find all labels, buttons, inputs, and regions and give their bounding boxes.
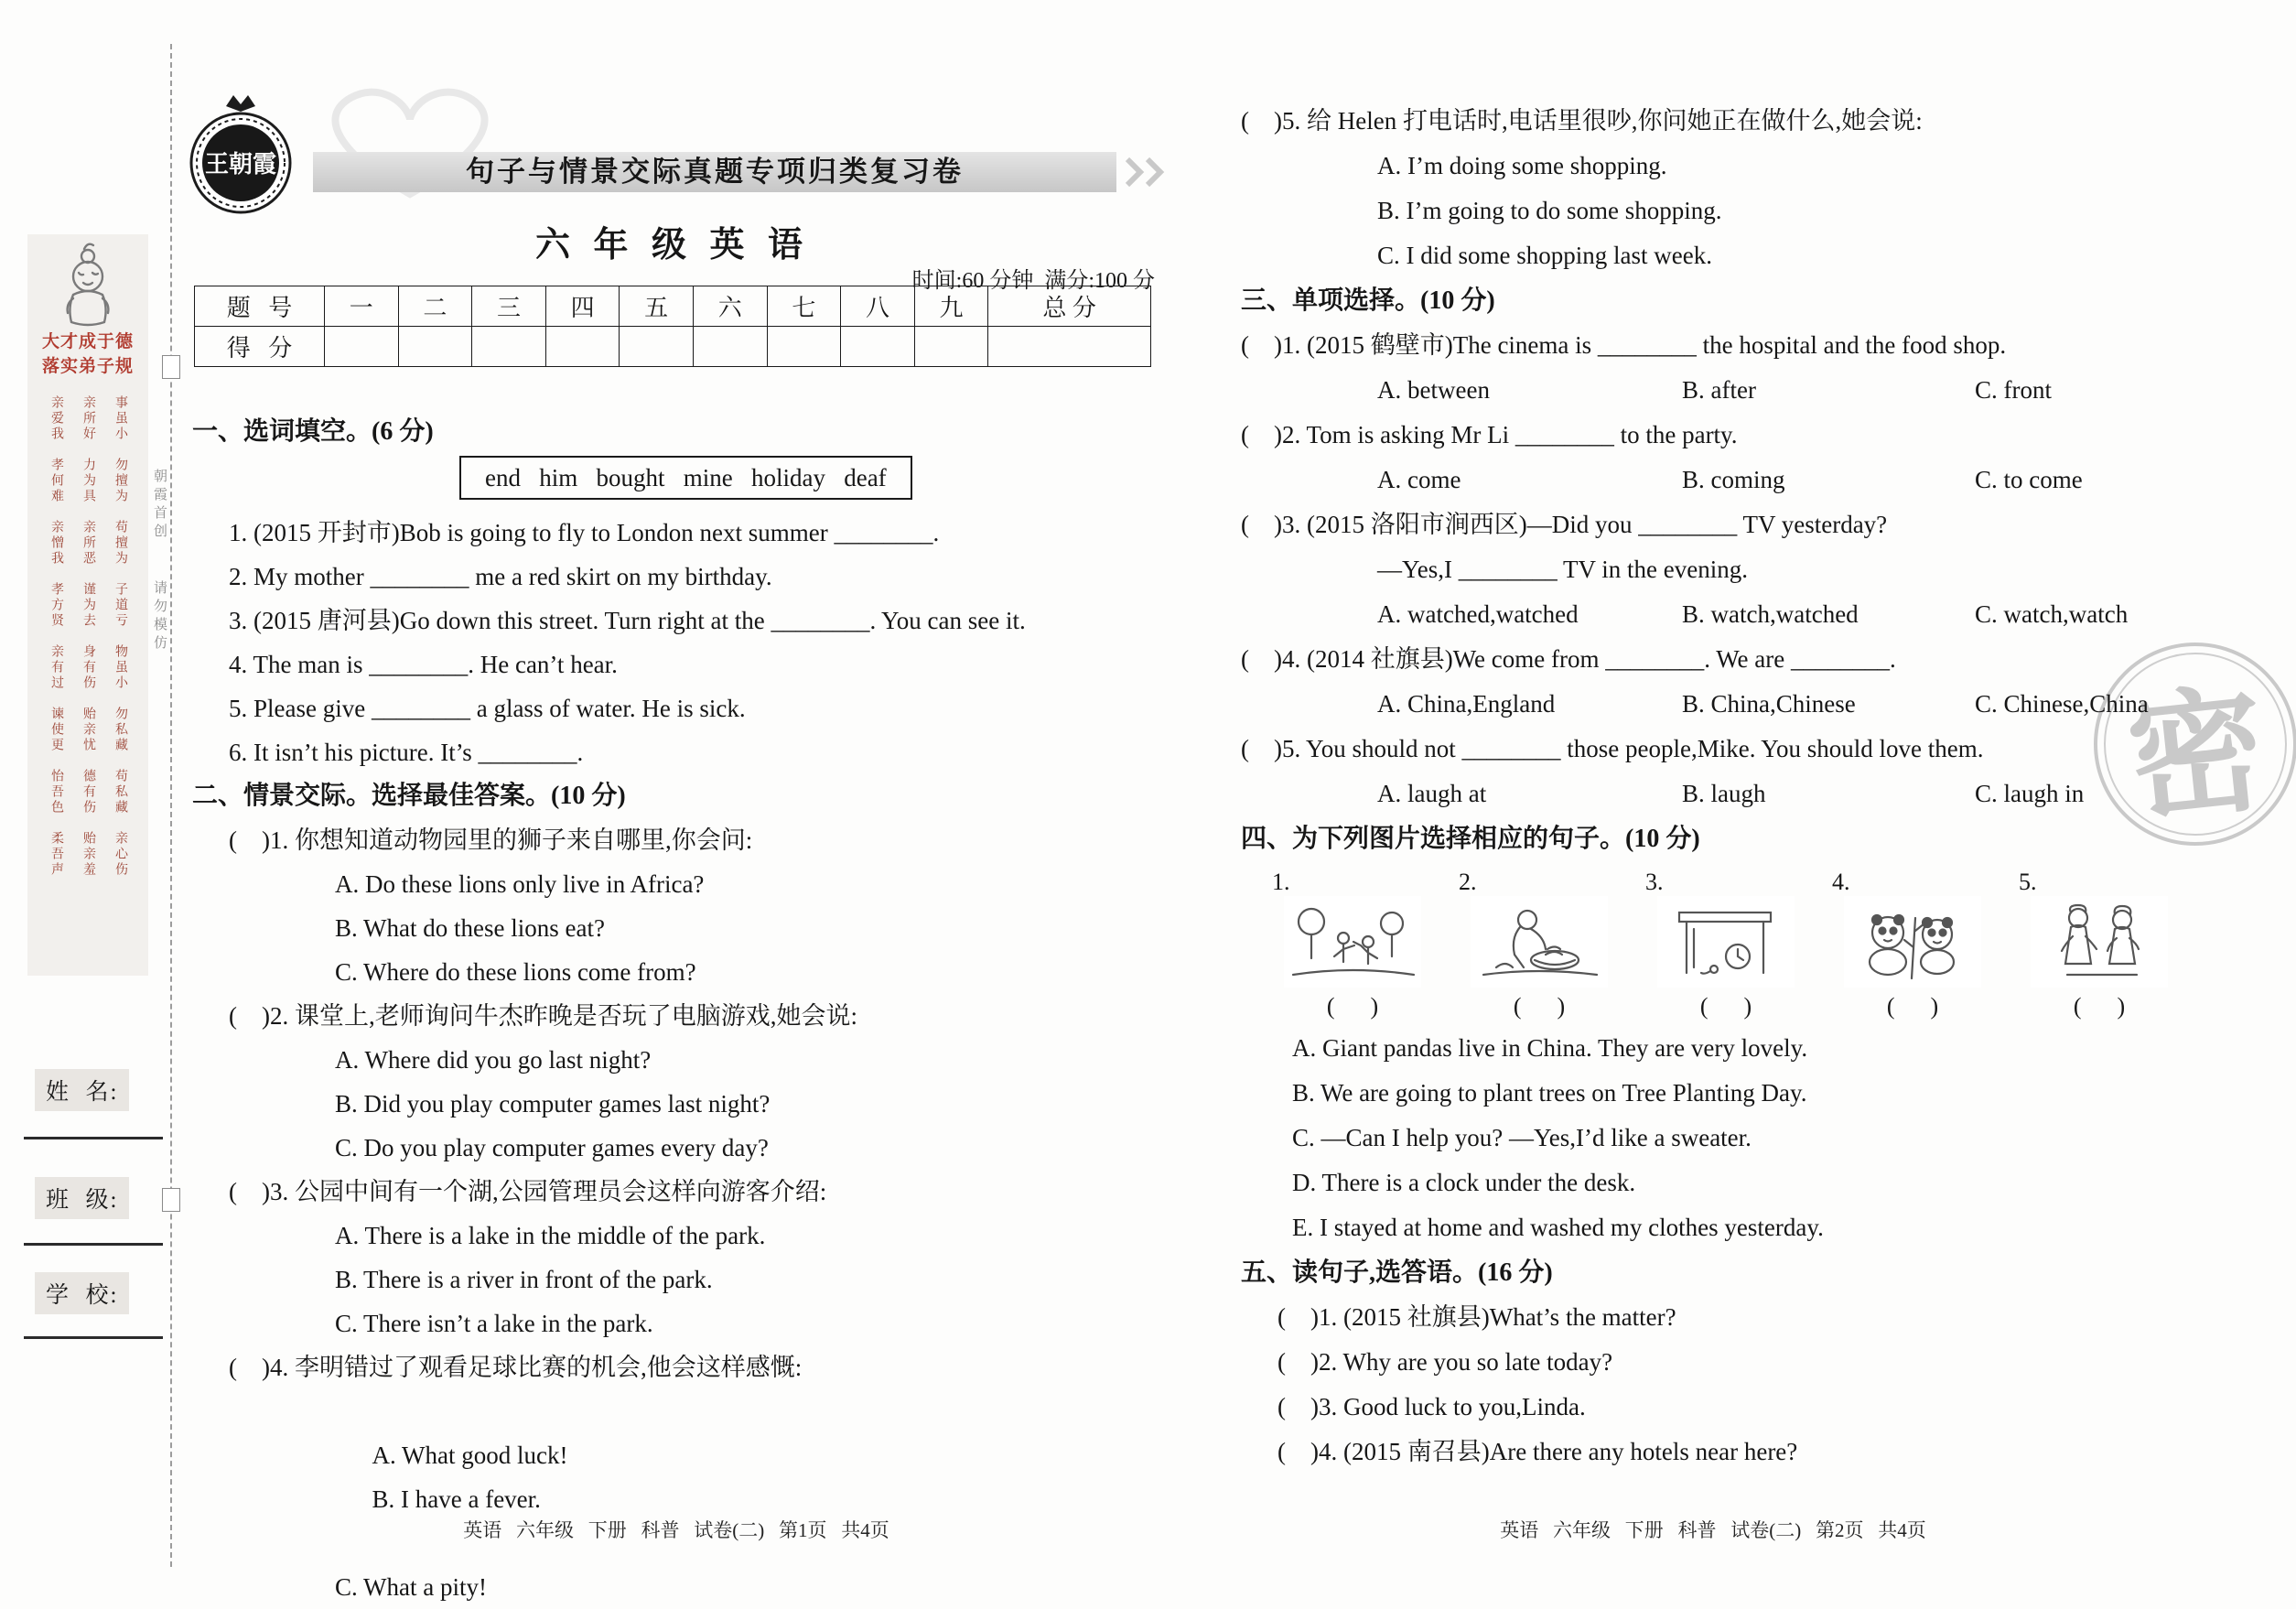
sentence-choice: E. I stayed at home and washed my clothes yesterday. (1292, 1214, 1824, 1241)
question-option: A. I’m doing some shopping. (1377, 152, 1667, 179)
verse-row (31, 641, 145, 694)
verse-phrase: 勿擅为 (113, 457, 127, 504)
question-option: A. Do these lions only live in Africa? (335, 870, 705, 898)
verse-row (31, 703, 145, 756)
verse-phrase: 贻亲忧 (81, 706, 95, 753)
school-field-line[interactable] (24, 1336, 163, 1339)
score-header-cell: 九 (914, 286, 988, 327)
verse-row (31, 765, 145, 818)
brand-logo (185, 92, 296, 221)
score-entry-cell[interactable] (693, 327, 767, 367)
score-header-cell: 二 (398, 286, 472, 327)
question-option: B. Did you play computer games last night? (335, 1090, 771, 1118)
picture-washing-clothes (1471, 896, 1608, 988)
question-option-row (1241, 592, 2185, 637)
name-field-line[interactable] (24, 1137, 163, 1139)
verse-row (31, 392, 145, 445)
picture-cell (1645, 869, 1806, 1026)
question-option: A. watched,watched (1377, 600, 1579, 628)
dizigui-verse (31, 392, 145, 880)
question-option: C. Where do these lions come from? (335, 958, 696, 986)
binding-cut-line (170, 44, 172, 1567)
score-header-cell: 五 (620, 286, 694, 327)
word-bank: end him bought mine holiday deaf (459, 456, 912, 500)
page1-footer: 英语 六年级 下册 科普 试卷(二) 第1页 共4页 (463, 1519, 889, 1541)
verse-phrase: 勿私藏 (113, 706, 127, 753)
verse-phrase: 力为具 (81, 457, 95, 504)
score-header-cell: 题 号 (195, 286, 325, 327)
sentence-choice: C. —Can I help you? —Yes,I’d like a sweater. (1292, 1124, 1752, 1151)
scholar-figure-icon (46, 242, 130, 329)
question-option: C. to come (1975, 466, 2083, 493)
question-stem: ( )2. Tom is asking Mr Li ________ to the party. (1241, 421, 1738, 448)
question-stem: ( )4. (2014 社旗县)We come from ________. We are ________. (1241, 645, 1896, 673)
score-row-label: 得 分 (195, 327, 325, 367)
picture-answer-bracket[interactable]: ( ) (2073, 993, 2126, 1020)
verse-row (31, 578, 145, 632)
binding-mark (162, 355, 180, 379)
question-stem: ( )1. (2015 鹤壁市)The cinema is ________ the hospital and the food shop. (1241, 331, 2007, 359)
question-option: B. coming (1682, 466, 1785, 493)
sentence-choice: B. We are going to plant trees on Tree Planting Day. (1292, 1079, 1807, 1107)
picture-pandas (1844, 896, 1981, 988)
picture-number: 1. (1272, 869, 1290, 895)
score-table-score-row (195, 327, 1151, 367)
section2-heading: 二、情景交际。选择最佳答案。(10 分) (192, 782, 626, 810)
question-option: A. laugh at (1377, 780, 1487, 807)
sentence-choice: A. Giant pandas live in China. They are very lovely. (1292, 1034, 1808, 1062)
copyright-note: 朝霞首创 请勿模仿 (152, 469, 167, 653)
question-option: B. I have a fever. (372, 1485, 541, 1513)
score-entry-cell[interactable] (325, 327, 399, 367)
question-option: B. watch,watched (1682, 600, 1859, 628)
picture-row (1272, 869, 2180, 1026)
question-option: C. watch,watch (1975, 600, 2129, 628)
verse-phrase: 子道亏 (113, 581, 127, 629)
fill-item: 5. Please give ________ a glass of water. He is sick. (229, 695, 746, 722)
verse-row (31, 454, 145, 507)
question-stem: ( )3. (2015 洛阳市涧西区)—Did you ________ TV yesterday? (1241, 511, 1888, 538)
picture-talking-girls (2031, 896, 2168, 988)
question-stem: ( )1. 你想知道动物园里的狮子来自哪里,你会问: (229, 826, 753, 854)
verse-phrase: 苟私藏 (113, 768, 127, 815)
motto-line-1: 大才成于德 (41, 332, 134, 351)
question-option: A. come (1377, 466, 1461, 493)
question-option-row (1241, 682, 2185, 727)
score-entry-cell[interactable] (841, 327, 915, 367)
verse-phrase: 物虽小 (113, 643, 127, 691)
score-entry-cell[interactable] (767, 327, 841, 367)
picture-answer-bracket[interactable]: ( ) (1699, 993, 1752, 1020)
score-header-cell: 总 分 (988, 286, 1151, 327)
question-option-row (1241, 458, 2185, 502)
verse-phrase: 亲所好 (81, 394, 95, 442)
exam-banner-title: 句子与情景交际真题专项归类复习卷 (313, 152, 1116, 192)
picture-clock-under-desk (1657, 896, 1795, 988)
question-option: B. laugh (1682, 780, 1766, 807)
question-option: C. laugh in (1975, 780, 2085, 807)
picture-cell (1459, 869, 1620, 1026)
score-header-cell: 三 (472, 286, 546, 327)
picture-number: 5. (2019, 869, 2037, 895)
fill-item: 6. It isn’t his picture. It’s ________. (229, 739, 584, 766)
heart-decoration-icon (300, 75, 520, 217)
question-stem: ( )3. 公园中间有一个湖,公园管理员会这样向游客介绍: (229, 1178, 827, 1205)
score-header-cell: 七 (767, 286, 841, 327)
verse-row (31, 516, 145, 569)
logo-crown-icon (226, 95, 255, 112)
question-stem: ( )2. 课堂上,老师询问牛杰昨晚是否玩了电脑游戏,她会说: (229, 1002, 857, 1030)
score-table (194, 286, 1151, 367)
page2-footer: 英语 六年级 下册 科普 试卷(二) 第2页 共4页 (1500, 1519, 1926, 1541)
verse-phrase: 贻亲羞 (81, 830, 95, 878)
score-header-cell: 一 (325, 286, 399, 327)
verse-phrase: 柔吾声 (49, 830, 63, 878)
question-option: B. There is a river in front of the park. (335, 1266, 713, 1293)
question-option: A. Where did you go last night? (335, 1046, 652, 1074)
question-stem: ( )3. Good luck to you,Linda. (1277, 1393, 1586, 1420)
verse-phrase: 亲爱我 (49, 394, 63, 442)
section1-heading: 一、选词填空。(6 分) (192, 417, 434, 446)
sentence-choice: D. There is a clock under the desk. (1292, 1169, 1636, 1196)
picture-cell (2019, 869, 2180, 1026)
picture-number: 3. (1645, 869, 1664, 895)
verse-row (31, 827, 145, 880)
verse-phrase: 孝何难 (49, 457, 63, 504)
question-option-row (1241, 772, 2185, 816)
verse-phrase: 亲有过 (49, 643, 63, 691)
picture-cell (1272, 869, 1433, 1026)
question-option: A. between (1377, 376, 1490, 404)
verse-phrase: 怡吾色 (49, 768, 63, 815)
verse-phrase: 苟擅为 (113, 519, 127, 567)
question-option: B. I’m going to do some shopping. (1377, 197, 1722, 224)
fill-item: 2. My mother ________ me a red skirt on my birthday. (229, 563, 772, 590)
name-field-label: 姓 名: (35, 1069, 129, 1111)
picture-answer-bracket[interactable]: ( ) (1886, 993, 1939, 1020)
verse-phrase: 德有伤 (81, 768, 95, 815)
section5-heading: 五、读句子,选答语。(16 分) (1241, 1258, 1553, 1287)
exam-grade-title: 六 年 级 英 语 (534, 226, 810, 265)
score-entry-cell[interactable] (398, 327, 472, 367)
question-stem: ( )5. You should not ________ those people,Mike. You should love them. (1241, 735, 1984, 762)
watermark-character: 密 (2121, 675, 2272, 839)
score-header-cell: 八 (841, 286, 915, 327)
section4-heading: 四、为下列图片选择相应的句子。(10 分) (1241, 825, 1700, 853)
fill-item: 3. (2015 唐河县)Go down this street. Turn right at the ________. You can see it. (229, 607, 1026, 634)
verse-phrase: 亲心伤 (113, 830, 127, 878)
question-stem: ( )1. (2015 社旗县)What’s the matter? (1277, 1303, 1676, 1331)
question-option: A. China,England (1377, 690, 1556, 718)
class-field-label: 班 级: (35, 1177, 129, 1219)
score-header-cell: 六 (693, 286, 767, 327)
score-header-cell: 四 (545, 286, 620, 327)
question-option: C. What a pity! (335, 1573, 487, 1601)
question-option-row (1241, 368, 2185, 413)
motto-line-2: 落实弟子规 (41, 357, 134, 376)
svg-text:王朝霞: 王朝霞 (204, 151, 277, 178)
question-stem-line2: —Yes,I ________ TV in the evening. (1377, 556, 1748, 583)
question-stem: ( )5. 给 Helen 打电话时,电话里很吵,你问她正在做什么,她会说: (1241, 107, 1923, 135)
score-table-header-row (195, 286, 1151, 327)
fill-item: 1. (2015 开封市)Bob is going to fly to London next summer ________. (229, 519, 940, 546)
question-option: C. front (1975, 376, 2052, 404)
sidebar-motto-panel (27, 234, 148, 976)
verse-phrase: 亲憎我 (49, 519, 63, 567)
question-option: A. There is a lake in the middle of the park. (335, 1222, 766, 1249)
question-option: C. There isn’t a lake in the park. (335, 1310, 653, 1337)
score-entry-cell[interactable] (545, 327, 620, 367)
picture-number: 2. (1459, 869, 1477, 895)
score-entry-cell[interactable] (988, 327, 1151, 367)
picture-number: 4. (1832, 869, 1850, 895)
verse-phrase: 谨为去 (81, 581, 95, 629)
question-option: A. What good luck! (372, 1442, 568, 1469)
question-stem: ( )4. 李明错过了观看足球比赛的机会,他会这样感慨: (229, 1354, 803, 1381)
fill-item: 4. The man is ________. He can’t hear. (229, 651, 618, 678)
question-option: B. after (1682, 376, 1756, 404)
school-field-label: 学 校: (35, 1272, 129, 1314)
question-option: C. Do you play computer games every day? (335, 1134, 769, 1161)
question-option: B. China,Chinese (1682, 690, 1856, 718)
question-stem: ( )2. Why are you so late today? (1277, 1348, 1613, 1376)
verse-phrase: 亲所恶 (81, 519, 95, 567)
verse-phrase: 身有伤 (81, 643, 95, 691)
class-field-line[interactable] (24, 1243, 163, 1246)
verse-phrase: 谏使更 (49, 706, 63, 753)
section3-heading: 三、单项选择。(10 分) (1241, 286, 1495, 315)
picture-cell (1832, 869, 1993, 1026)
picture-planting-trees (1284, 896, 1421, 988)
binding-mark (162, 1188, 180, 1212)
picture-answer-bracket[interactable]: ( ) (1513, 993, 1566, 1020)
question-stem: ( )4. (2015 南召县)Are there any hotels near here? (1277, 1438, 1798, 1465)
question-option: C. I did some shopping last week. (1377, 242, 1712, 269)
exam-time-score-meta: 时间:60 分钟 满分:100 分 (911, 269, 1155, 293)
score-entry-cell[interactable] (914, 327, 988, 367)
picture-answer-bracket[interactable]: ( ) (1326, 993, 1379, 1020)
score-entry-cell[interactable] (620, 327, 694, 367)
question-option: C. Chinese,China (1975, 690, 2149, 718)
question-option: B. What do these lions eat? (335, 914, 605, 942)
verse-phrase: 孝方贤 (49, 581, 63, 629)
banner-chevrons-icon (1122, 154, 1170, 195)
verse-phrase: 事虽小 (113, 394, 127, 442)
score-entry-cell[interactable] (472, 327, 546, 367)
